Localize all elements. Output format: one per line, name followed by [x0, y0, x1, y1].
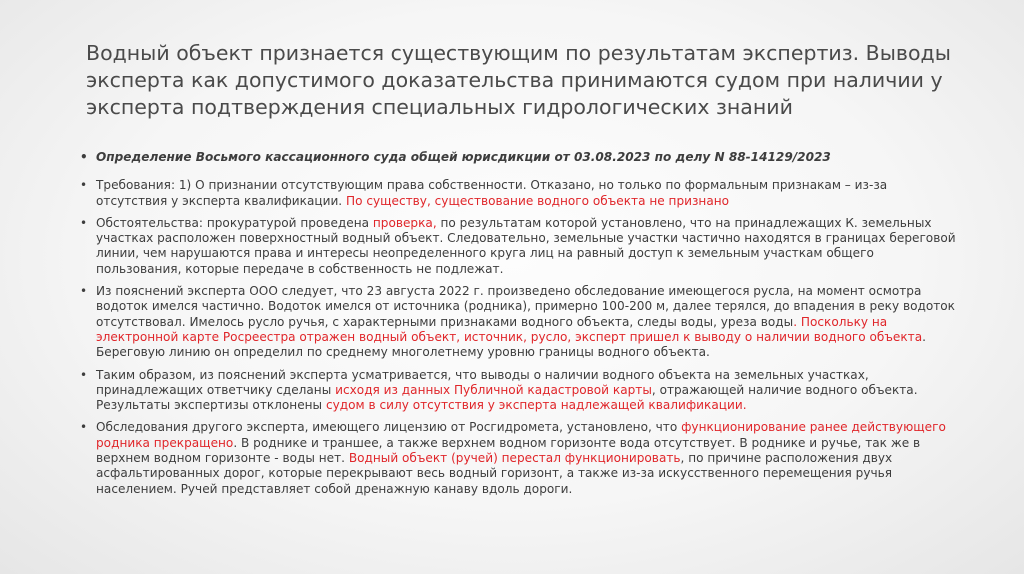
- bullet-icon: •: [80, 284, 88, 299]
- requirements-highlight: По существу, существование водного объекта не признано: [346, 193, 730, 208]
- expert-explanation-text-1: Из пояснений эксперта ООО следует, что 23 августа 2022 г. произведено обследование имеющегося русла, на момент осмотра водоток имелся частично. Водоток имелся от источника (родника), примерно 100-200 м, далее терялся, до впадения в реку водоток отсутствовал. Имелось русло ручья, с характерными признаками водного объекта, следы воды, уреза воды: [96, 284, 955, 329]
- bullet-icon: •: [80, 178, 88, 193]
- bullet-second-expert: [78, 420, 958, 496]
- bullet-icon: •: [80, 215, 88, 230]
- bullet-conclusion: [78, 368, 958, 414]
- bullet-circumstances: [78, 216, 958, 277]
- case-reference-text: Определение Восьмого кассационного суда общей юрисдикции от 03.08.2023 по делу N 88-14129/2023: [96, 150, 831, 164]
- conclusion-highlight-1: исходя из данных Публичной кадастровой карты: [335, 382, 652, 397]
- slide-body: [78, 150, 958, 504]
- expert-explanation-highlight: . Поскольку на электронной карте Росреестра отражен водный объект, источник, русло, эксперт пришел к выводу о наличии водного объекта: [96, 314, 923, 344]
- expert-explanation-text-2: . Береговую линию он определил по среднему многолетнему уровню границы водного объекта.: [96, 329, 926, 360]
- second-expert-text-3: , по причине расположения двух асфальтированных дорог, которые перекрывают весь водный горизонт, а также из-за искусственного перемещения ручья населением. Ручей представляет собой дренажную канаву вдоль дороги.: [96, 451, 893, 496]
- circumstances-text-1: Обстоятельства: прокуратурой проведена: [96, 215, 373, 230]
- conclusion-highlight-2: судом в силу отсутствия у эксперта надлежащей квалификации.: [325, 398, 747, 413]
- circumstances-highlight: проверка,: [372, 215, 437, 230]
- slide-title: Водный объект признается существующим по результатам экспертиз. Выводы эксперта как допустимого доказательства принимаются судом при наличии у эксперта подтверждения специальных гидрологических знаний: [86, 41, 951, 119]
- bullet-icon: •: [80, 367, 88, 382]
- second-expert-highlight-2: Водный объект (ручей) перестал функционировать: [348, 451, 681, 466]
- bullet-icon: •: [80, 420, 88, 435]
- conclusion-text-1: Таким образом, из пояснений эксперта усматривается, что выводы о наличии водного объекта на земельных участках, принадлежащих ответчику сделаны: [96, 367, 869, 397]
- circumstances-text-2: по результатам которой установлено, что на принадлежащих К. земельных участках расположен поверхностный водный объект. Следовательно, земельные участки частично находятся в границах береговой линии, чем нарушаются права и интересы неопределенного круга лиц на равный доступ к земельным участкам общего пользования, которые передаче в собственность не подлежат.: [96, 215, 956, 276]
- bullet-case-reference: [78, 150, 958, 165]
- bullet-requirements: [78, 178, 958, 209]
- requirements-text: Требования: 1) О признании отсутствующим права собственности. Отказано, но только по формальным признакам – из-за отсутствия у эксперта квалификации.: [96, 178, 888, 208]
- second-expert-highlight-1: функционирование ранее действующего родника прекращено: [96, 420, 946, 450]
- second-expert-text-1: Обследования другого эксперта, имеющего лицензию от Росгидромета, установлено, что: [96, 420, 682, 435]
- bullet-expert-explanation: [78, 284, 958, 360]
- conclusion-text-2: , отражающей наличие водного объекта. Результаты экспертизы отклонены: [96, 382, 918, 413]
- bullet-icon: •: [80, 150, 88, 164]
- second-expert-text-2: . В роднике и траншее, а также верхнем водном горизонте вода отсутствует. В роднике и ручье, так же в верхнем водном горизонте - воды нет.: [96, 435, 921, 466]
